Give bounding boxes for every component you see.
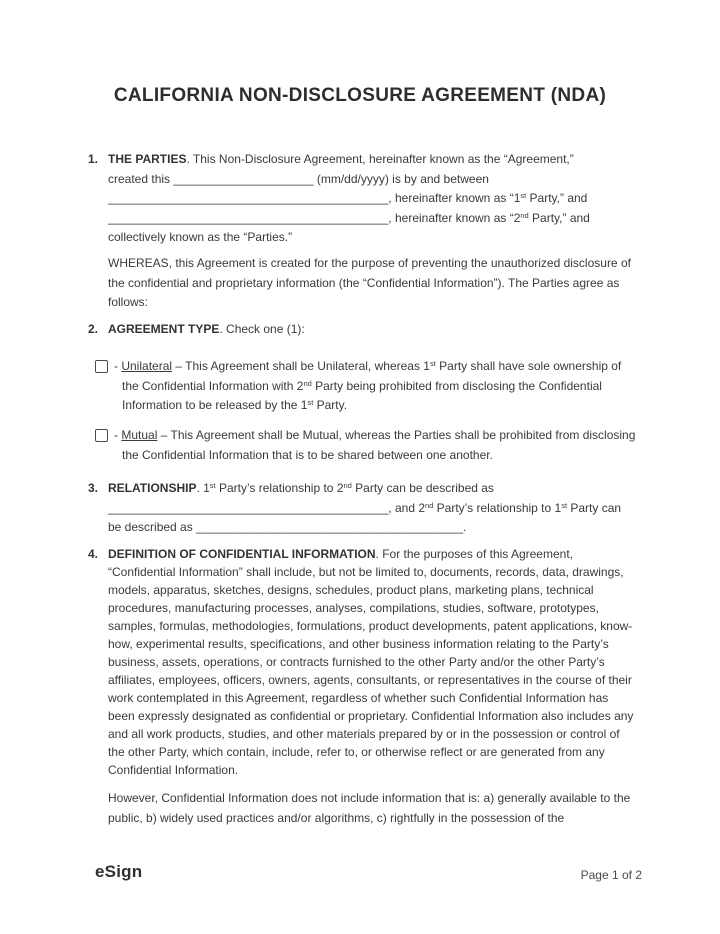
parties-collective-line: collectively known as the “Parties.” <box>108 230 293 244</box>
definition-number: 4. <box>88 547 99 561</box>
whereas-paragraph: WHEREAS, this Agreement is created for the purpose of preventing the unauthorized disclosure of the confidential and proprietary information (the “Confidential Information”). The Parties agree as follows: <box>108 256 631 309</box>
option-mutual <box>95 426 640 465</box>
parties-party1-line: __________________________________________, hereinafter known as “1st Party,” and <box>108 191 588 205</box>
definition-text: . For the purposes of this Agreement, “Confidential Information” shall include, but not be limited to, documents, records, data, drawings, models, apparatus, sketches, designs, schedules, product plans, marketing plans, technical procedures, manufacturing processes, analyses, compilations, studies, software, prototypes, samples, formulas, methodologies, formulations, product developments, patent applications, know-how, experimental results, specifications, and other business information relating to the Party’s business, assets, operations, or contracts furnished to the other Party and/or the other Party’s affiliates, employees, officers, owners, agents, consultants, or representatives in the course of their work contemplated in this Agreement, regardless of whether such Confidential Information has been expressly designated as confidential or proprietary. Confidential Information also includes any and all work products, studies, and other materials prepared by or in the possession or control of the other Party, which contain, include, refer to, or otherwise reflect or are generated from any Confidential Information. <box>108 547 634 777</box>
agreement-type-instruction: . Check one (1): <box>219 322 305 336</box>
esign-logo: eSign <box>95 862 143 881</box>
parties-party2-line: __________________________________________, hereinafter known as “2nd Party,” and <box>108 210 590 225</box>
section-relationship <box>88 479 636 538</box>
relationship-heading: RELATIONSHIP <box>108 481 197 495</box>
unilateral-dash: - <box>114 359 122 373</box>
parties-date-line: created this _____________________ (mm/dd/yyyy) is by and between <box>108 171 489 186</box>
mutual-label: Mutual <box>121 428 158 442</box>
relationship-line-1-text: . 1st Party’s relationship to 2nd Party can be described as <box>196 481 494 495</box>
document-title: CALIFORNIA NON-DISCLOSURE AGREEMENT (NDA) <box>113 85 607 106</box>
definition-body <box>108 545 636 779</box>
parties-intro-line <box>108 150 636 170</box>
definition-heading: DEFINITION OF CONFIDENTIAL INFORMATION <box>108 547 376 561</box>
relationship-line-3: be described as ________________________________________. <box>108 520 467 534</box>
parties-number: 1. <box>88 152 99 166</box>
unilateral-label: Unilateral <box>121 359 173 373</box>
section-definition <box>88 545 636 779</box>
section-agreement-type <box>88 320 636 340</box>
mutual-text-block <box>114 426 640 465</box>
unilateral-text-block <box>114 357 640 416</box>
mutual-text: – This Agreement shall be Mutual, whereas the Parties shall be prohibited from disclosing the Confidential Information that is to be shared between one another. <box>122 428 636 462</box>
parties-heading: THE PARTIES <box>108 152 187 166</box>
unilateral-checkbox[interactable] <box>95 360 108 373</box>
page-number: Page 1 of 2 <box>580 868 642 882</box>
option-unilateral <box>95 357 640 416</box>
parties-intro-text: . This Non-Disclosure Agreement, hereinafter known as the “Agreement,” <box>186 152 574 166</box>
exclusions-paragraph: However, Confidential Information does not include information that is: a) generally available to the public, b) widely used practices and/or algorithms, c) rightfully in the possession of the <box>108 791 631 825</box>
agreement-type-heading: AGREEMENT TYPE <box>108 322 220 336</box>
unilateral-text: – This Agreement shall be Unilateral, whereas 1st Party shall have sole ownership of the Confidential Information with 2nd Party being prohibited from disclosing the Confidential Information to be released by the 1st Party. <box>122 359 622 412</box>
relationship-line-2: __________________________________________, and 2nd Party’s relationship to 1st Party can <box>108 500 622 515</box>
mutual-dash: - <box>114 428 122 442</box>
mutual-checkbox[interactable] <box>95 429 108 442</box>
relationship-line-1 <box>108 479 636 499</box>
section-parties <box>88 150 636 248</box>
agreement-type-number: 2. <box>88 322 99 336</box>
relationship-number: 3. <box>88 481 99 495</box>
agreement-type-heading-line <box>108 320 636 340</box>
